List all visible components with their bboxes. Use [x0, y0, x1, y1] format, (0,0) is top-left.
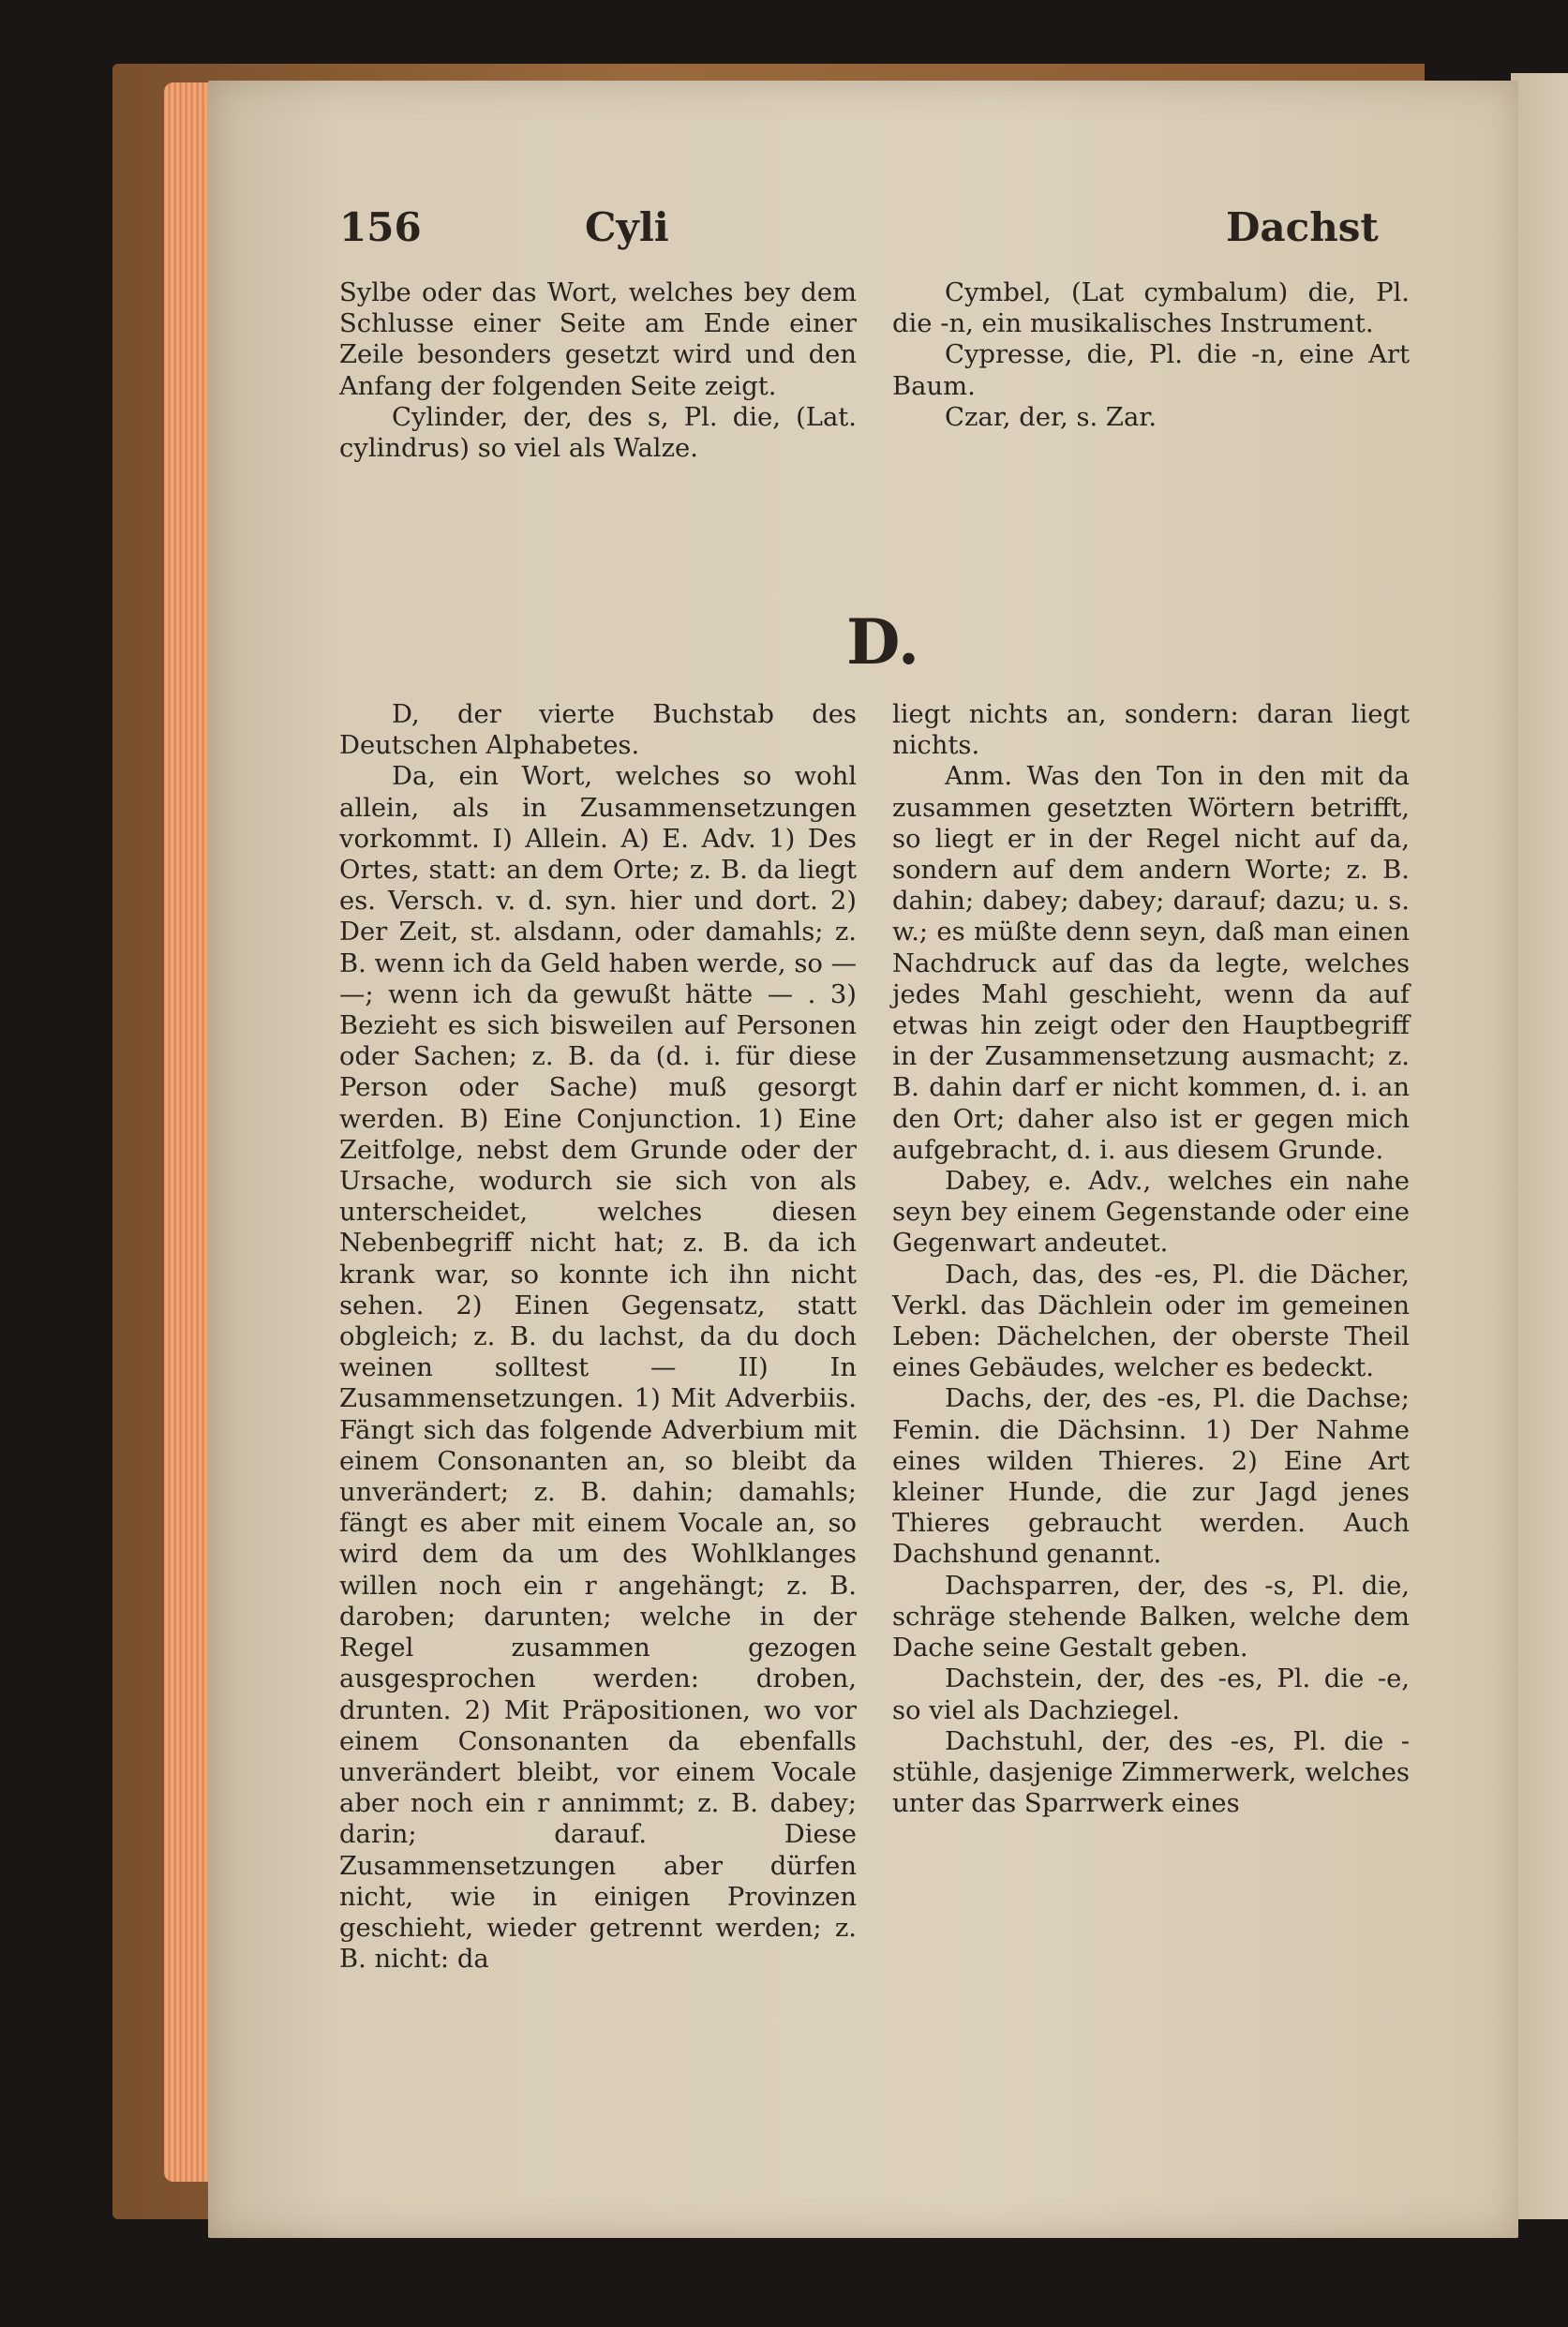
entry-cymbel: Cymbel, (Lat cymbalum) die, Pl. die -n, ein musikalisches Instrument.	[892, 278, 1410, 339]
entry-d: D, der vierte Buchstab des Deutschen Alphabetes.	[339, 700, 857, 761]
entry-dabey: Dabey, e. Adv., welches ein nahe seyn bey einem Gegenstande oder eine Gegenwart andeutet.	[892, 1167, 1410, 1259]
left-guide-word: Cyli	[585, 204, 669, 250]
entry-dachstein: Dachstein, der, des -es, Pl. die -e, so viel als Dachziegel.	[892, 1664, 1410, 1725]
top-right-column	[892, 277, 1410, 433]
entry-dachs: Dachs, der, des -es, Pl. die Dachse; Femin. die Dächsinn. 1) Der Nahme eines wilden Thieres. 2) Eine Art kleiner Hunde, die zur Jagd jenes Thieres gebraucht werden. Auch Dachshund genannt.	[892, 1384, 1410, 1570]
bottom-right-column	[892, 699, 1410, 1819]
entry-dach: Dach, das, des -es, Pl. die Dächer, Verkl. das Dächlein oder im gemeinen Leben: Dächelchen, der oberste Theil eines Gebäudes, welcher es bedeckt.	[892, 1260, 1410, 1383]
running-header	[339, 204, 1379, 261]
top-left-column	[339, 277, 857, 464]
entry-czar: Czar, der, s. Zar.	[945, 402, 1157, 432]
facing-page-edge	[1511, 73, 1568, 2219]
page-number: 156	[339, 204, 422, 250]
book-page	[208, 81, 1518, 2238]
page-edges	[164, 82, 211, 2182]
entry-anmerkung: Anm. Was den Ton in den mit da zusammen gesetzten Wörtern betrifft, so liegt er in der Regel nicht auf da, sondern auf dem andern Worte; z. B. dahin; dabey; dabey; darauf; dazu; u. s. w.; es müßte denn seyn, daß man einen Nachdruck auf das da legte, welches jedes Mahl geschieht, wenn da auf etwas hin zeigt oder den Hauptbegriff in der Zusammensetzung ausmacht; z. B. dahin darf er nicht kommen, d. i. an den Ort; daher also ist er gegen mich aufgebracht, d. i. aus diesem Grunde.	[892, 762, 1410, 1165]
entry-da-continuation: liegt nichts an, sondern: daran liegt nichts.	[892, 700, 1410, 761]
section-letter: D.	[846, 605, 919, 679]
entry-cylinder: Cylinder, der, des s, Pl. die, (Lat. cylindrus) so viel als Walze.	[339, 402, 857, 464]
entry-continuation: Sylbe oder das Wort, welches bey dem Schlusse einer Seite am Ende einer Zeile besonders gesetzt wird und den Anfang der folgenden Seite zeigt.	[339, 278, 857, 401]
entry-dachstuhl: Dachstuhl, der, des -es, Pl. die -stühle, dasjenige Zimmerwerk, welches unter das Sparrwerk eines	[892, 1726, 1410, 1819]
entry-da: Da, ein Wort, welches so wohl allein, als in Zusammensetzungen vorkommt. I) Allein. A) E. Adv. 1) Des Ortes, statt: an dem Orte; z. B. da liegt es. Versch. v. d. syn. hier und dort. 2) Der Zeit, st. alsdann, oder damahls; z. B. wenn ich da Geld haben werde, so — —; wenn ich da gewußt hätte — . 3) Bezieht es sich bisweilen auf Personen oder Sachen; z. B. da (d. i. für diese Person oder Sache) muß gesorgt werden. B) Eine Conjunction. 1) Eine Zeitfolge, nebst dem Grunde oder der Ursache, wodurch sie sich von als unterscheidet, welches diesen Nebenbegriff nicht hat; z. B. da ich krank war, so konnte ich ihn nicht sehen. 2) Einen Gegensatz, statt obgleich; z. B. du lachst, da du doch weinen solltest — II) In Zusammensetzungen. 1) Mit Adverbiis. Fängt sich das folgende Adverbium mit einem Consonanten an, so bleibt da unverändert; z. B. dahin; damahls; fängt es aber mit einem Vocale an, so wird dem da um des Wohlklanges willen noch ein r angehängt; z. B. daroben; darunten; welche in der Regel zusammen gezogen ausgesprochen werden: droben, drunten. 2) Mit Präpositionen, wo vor einem Consonanten da ebenfalls unverändert bleibt, vor einem Vocale aber noch ein r annimmt; z. B. dabey; darin; darauf. Diese Zusammensetzungen aber dürfen nicht, wie in einigen Provinzen geschieht, wieder getrennt werden; z. B. nicht: da	[339, 762, 857, 1975]
entry-cypresse: Cypresse, die, Pl. die -n, eine Art Baum.	[892, 340, 1410, 401]
entry-dachsparren: Dachsparren, der, des -s, Pl. die, schräge stehende Balken, welche dem Dache seine Gestalt geben.	[892, 1571, 1410, 1663]
bottom-left-column	[339, 699, 857, 1975]
right-guide-word: Dachst	[1226, 204, 1379, 250]
